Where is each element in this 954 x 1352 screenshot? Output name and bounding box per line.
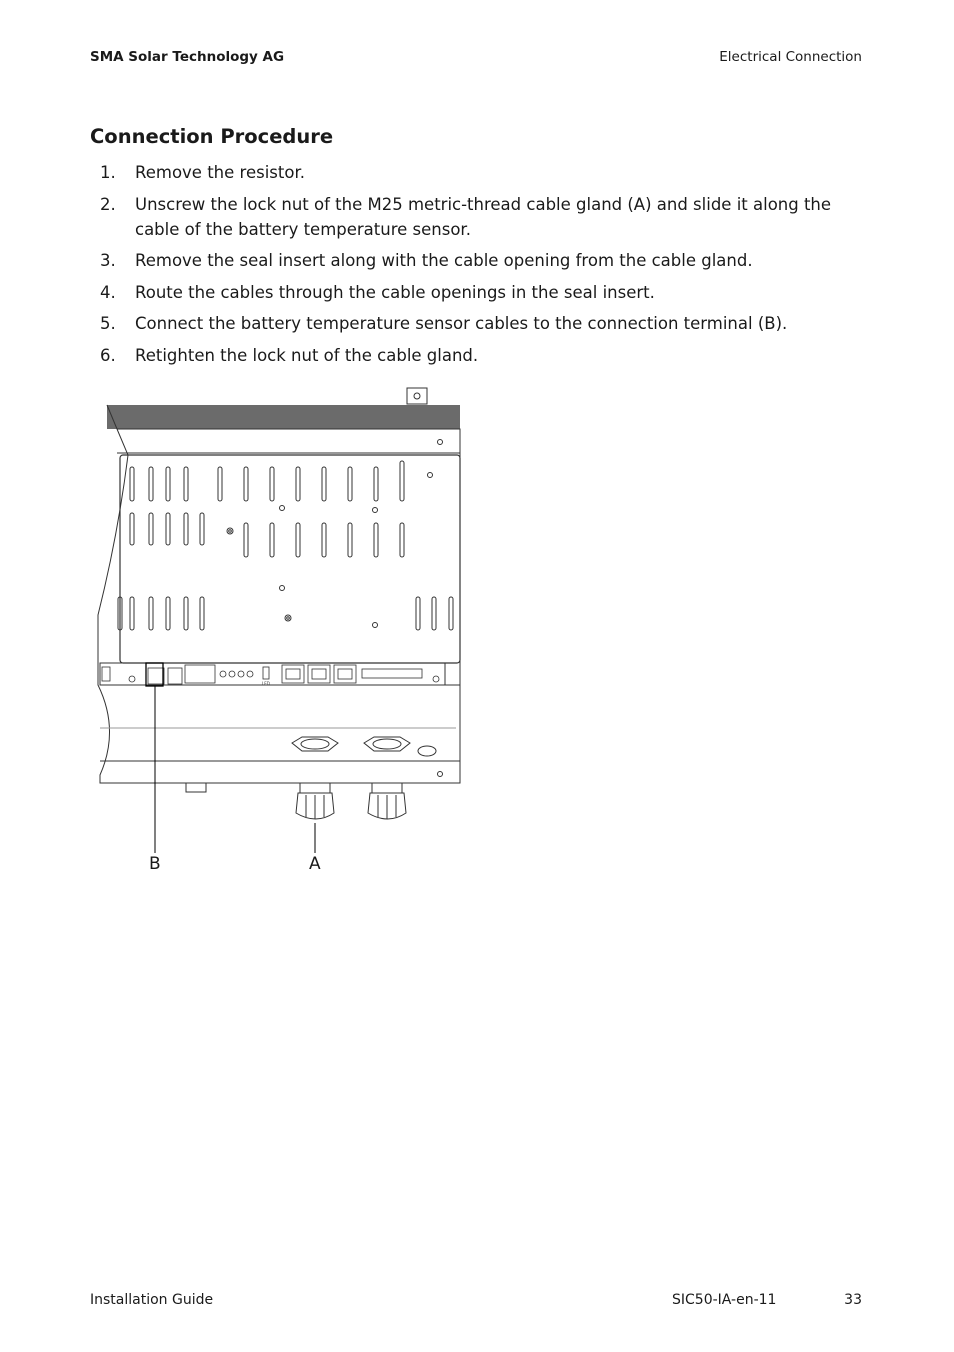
- step-number: 4.: [100, 282, 116, 302]
- label-a: A: [309, 854, 321, 874]
- bottom-mounting-tab: [186, 783, 206, 792]
- board-connector-strip: [100, 663, 445, 685]
- cable-glands: [296, 783, 406, 819]
- step-item: [90, 192, 870, 242]
- vent-slots: [118, 461, 453, 630]
- header-company: SMA Solar Technology AG: [90, 49, 285, 65]
- board-inner-panel: [120, 455, 460, 663]
- step-number: 5.: [100, 314, 116, 333]
- connector-strip-details: [102, 665, 439, 684]
- top-mounting-tab: [407, 388, 427, 404]
- step-number: 3.: [100, 251, 116, 270]
- device-diagram: [90, 385, 480, 880]
- step-item: [90, 343, 870, 368]
- step-text: Unscrew the lock nut of the M25 metric-thread cable gland (A) and slide it along the cable of the battery temperature sensor.: [135, 194, 832, 239]
- tab-hole: [414, 393, 420, 399]
- label-b: B: [149, 854, 161, 874]
- screw: [438, 440, 443, 445]
- step-text: Remove the seal insert along with the cable opening from the cable gland.: [135, 251, 753, 270]
- step-item: [90, 248, 870, 273]
- led-marking: LED: [262, 681, 270, 686]
- step-text: Route the cables through the cable openings in the seal insert.: [135, 282, 655, 302]
- step-number: 6.: [100, 345, 116, 365]
- step-text: Connect the battery temperature sensor cables to the connection terminal (B).: [135, 314, 788, 333]
- terminal-b-highlight: [146, 663, 163, 686]
- enclosure-outline: [98, 405, 460, 783]
- section-title: Connection Procedure: [90, 125, 334, 148]
- step-text: Retighten the lock nut of the cable gland.: [135, 345, 479, 365]
- board-screws: [227, 473, 433, 628]
- procedure-steps: [90, 160, 870, 374]
- footer-doc-id: SIC50-IA-en-11: [672, 1292, 777, 1308]
- step-number: 1.: [100, 163, 116, 182]
- step-number: 2.: [100, 194, 116, 214]
- footer-guide: Installation Guide: [90, 1292, 214, 1308]
- step-item: [90, 160, 870, 185]
- enclosure-top-band: [107, 405, 460, 429]
- step-item: [90, 280, 870, 305]
- step-item: [90, 311, 870, 336]
- page-number: 33: [844, 1292, 862, 1308]
- step-text: Remove the resistor.: [135, 163, 305, 182]
- header-section: Electrical Connection: [719, 49, 862, 65]
- cable-gland-nuts: [292, 737, 436, 756]
- screw: [438, 772, 443, 777]
